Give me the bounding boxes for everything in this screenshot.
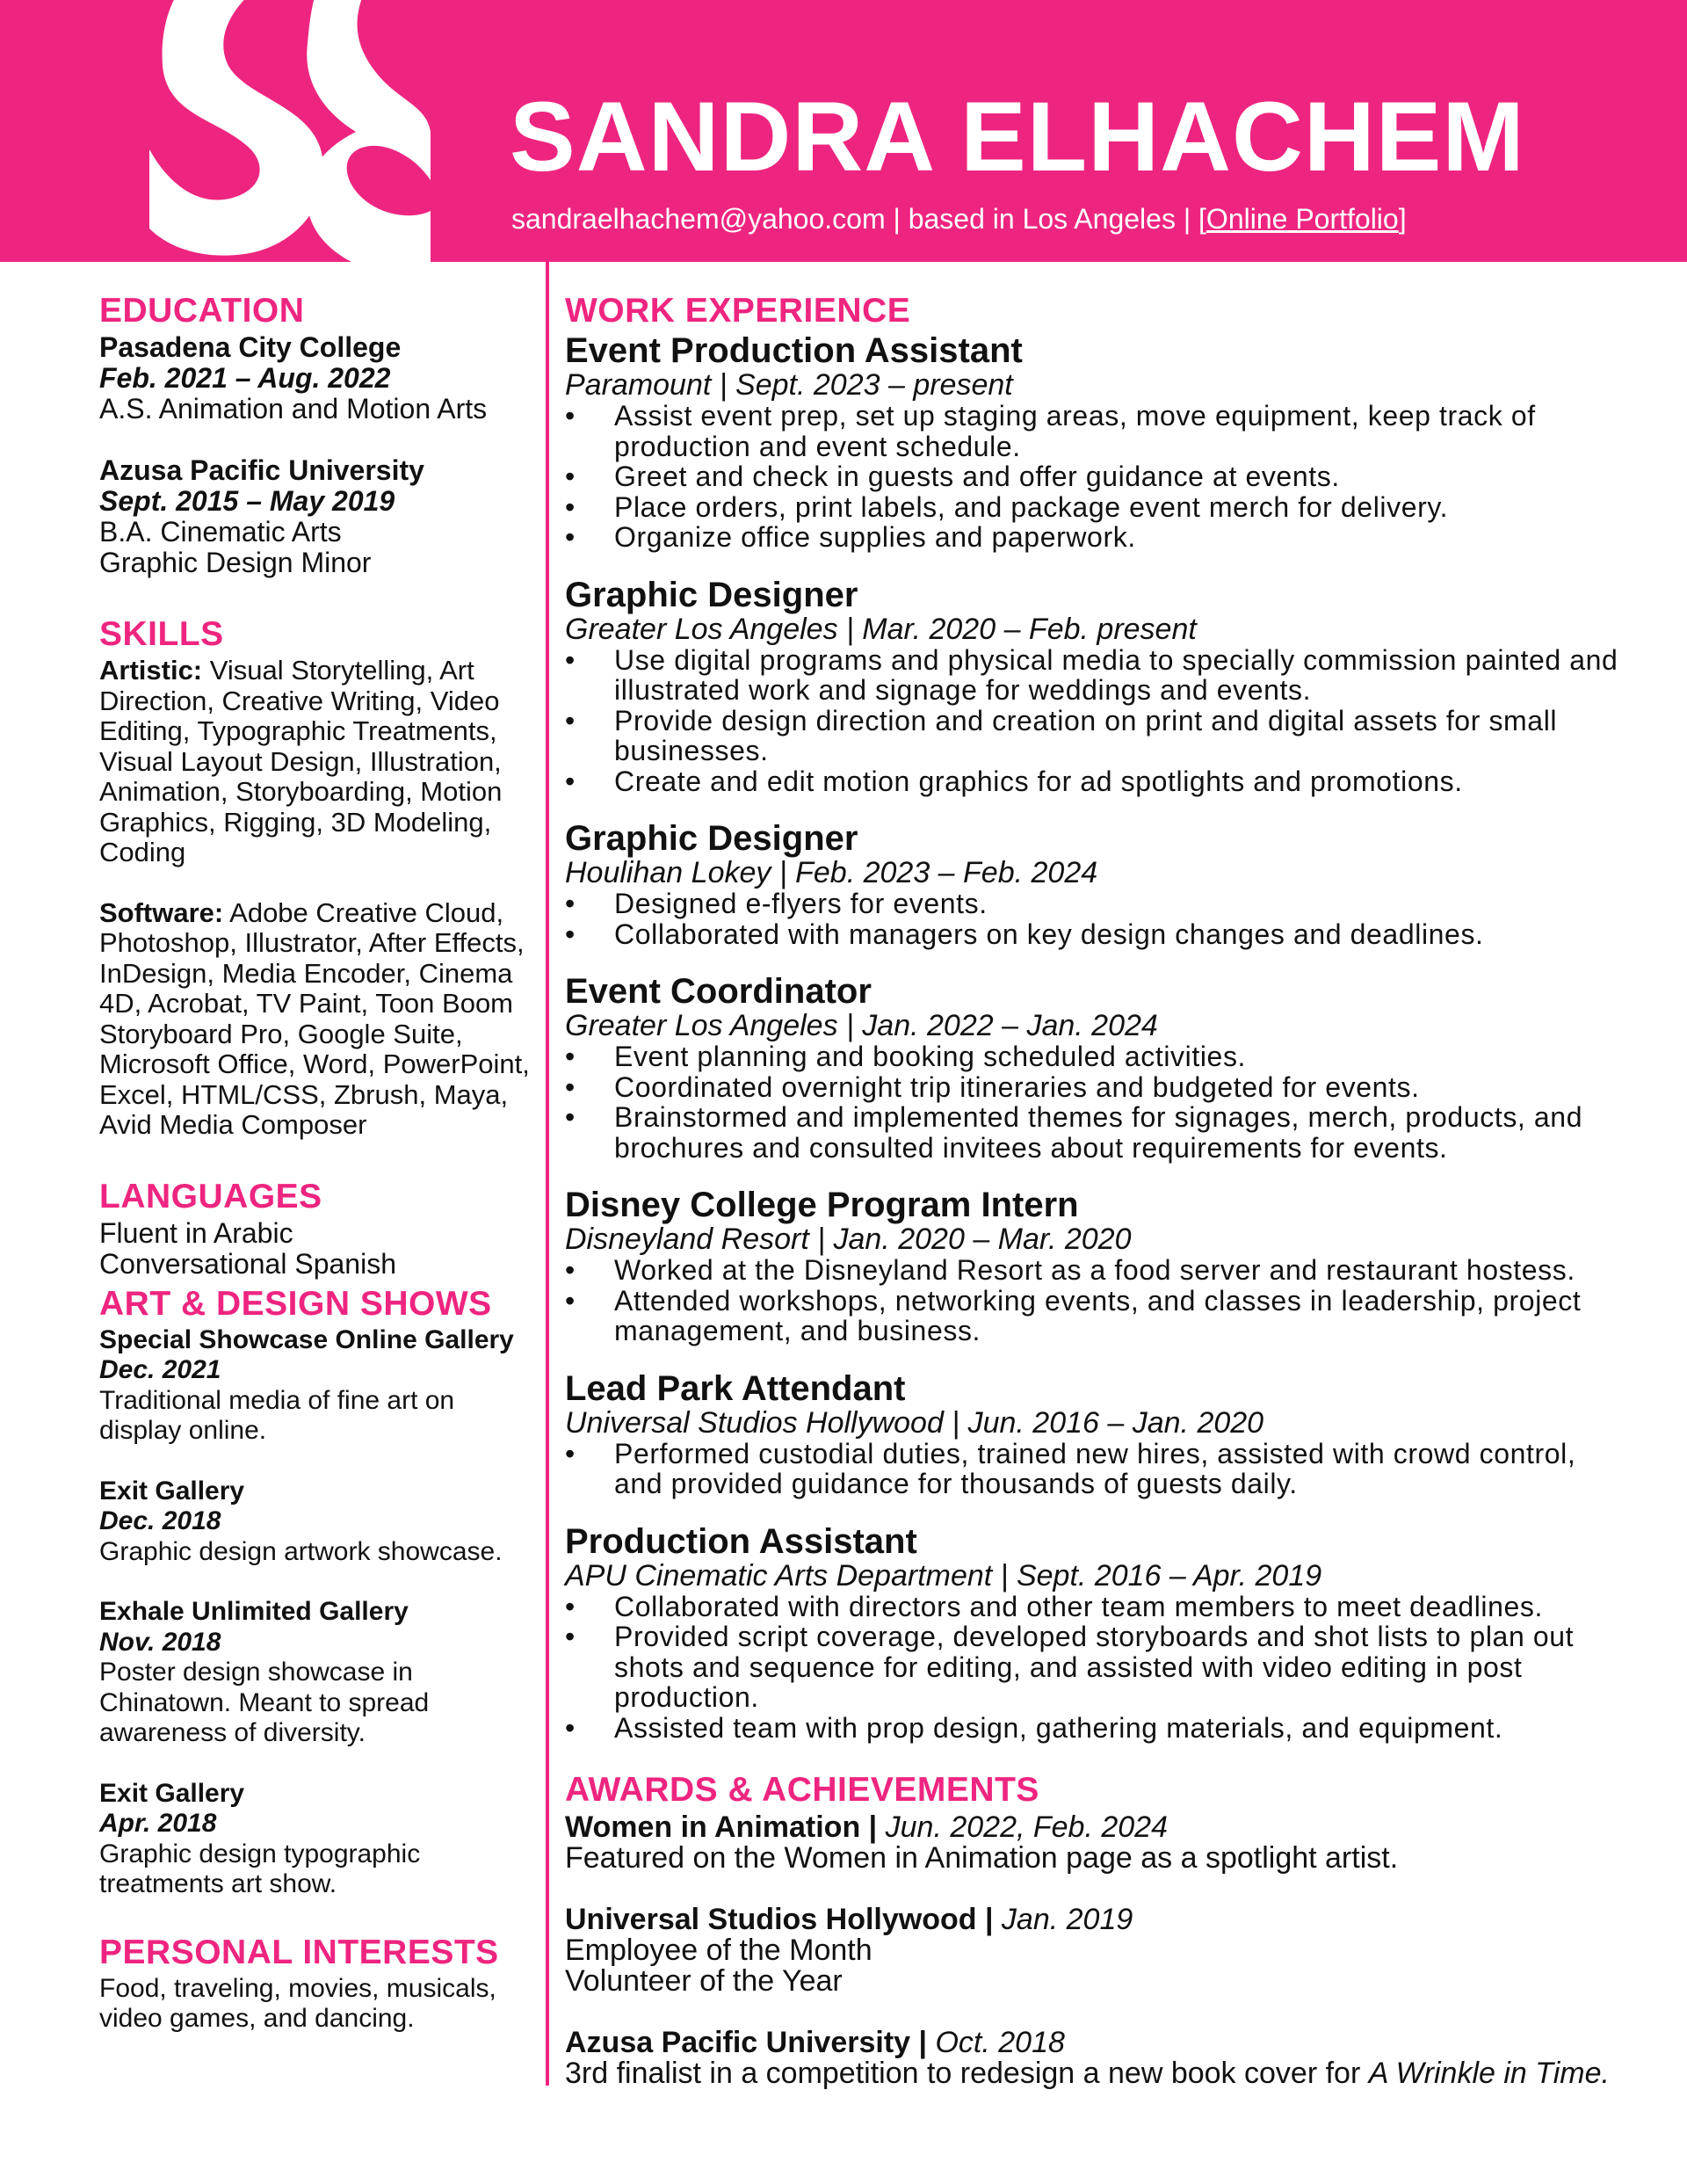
bullet-icon: • [565, 918, 576, 950]
job-entry [565, 820, 1619, 949]
left-column [99, 290, 539, 2035]
job-title: Disney College Program Intern [565, 1186, 1079, 1224]
job-title: Graphic Designer [565, 575, 858, 614]
artistic-list: Visual Storytelling, Art Direction, Creative Writing, Video Editing, Typographic Treatments, Visual Layout Design, Illustration, Animation, Storyboarding, Motion Graphics, Rigging, 3D Modeling, Coding [99, 655, 503, 867]
job-bullet: • Brainstormed and implemented themes for signages, merch, products, and brochures and consulted invitees about requirements for events. [565, 1101, 1583, 1164]
work-heading: WORK EXPERIENCE [565, 292, 911, 330]
school-name: Pasadena City College [99, 331, 402, 363]
right-column [565, 290, 1619, 2089]
shows-heading: ART & DESIGN SHOWS [99, 1284, 492, 1323]
job-bullet: • Assisted team with prop design, gathering materials, and equipment. [565, 1711, 1503, 1744]
degree: A.S. Animation and Motion Arts [99, 393, 488, 424]
job-title: Lead Park Attendant [565, 1368, 906, 1408]
bullet-icon: • [565, 461, 576, 492]
job-bullet: • Greet and check in guests and offer guidance at events. [565, 461, 1340, 492]
show-date: Dec. 2021 [99, 1355, 221, 1384]
job-meta: Universal Studios Hollywood | Jun. 2016 – Jan. 2020 [565, 1405, 1264, 1440]
show-desc: Graphic design typographic treatments art show. [99, 1839, 421, 1898]
bullet-icon: • [565, 1284, 576, 1317]
show-date: Dec. 2018 [99, 1506, 221, 1535]
book-title: A Wrinkle in Time. [1368, 2057, 1610, 2090]
minor: Graphic Design Minor [99, 547, 372, 578]
job-meta: Greater Los Angeles | Mar. 2020 – Feb. present [565, 612, 1197, 646]
job-entry [565, 1186, 1619, 1346]
job-meta: Paramount | Sept. 2023 – present [565, 368, 1013, 402]
job-bullet: • Provide design direction and creation on print and digital assets for small businesses. [565, 704, 1558, 766]
software-label: Software: [99, 896, 224, 928]
bullet-icon: • [565, 1070, 576, 1103]
location: based in Los Angeles [908, 203, 1176, 235]
job-title: Graphic Designer [565, 819, 858, 858]
job-entry [565, 973, 1619, 1163]
job-title: Event Coordinator [565, 972, 872, 1011]
job-bullet: • Worked at the Disneyland Resort as a food server and restaurant hostess. [565, 1254, 1575, 1286]
award-desc: Employee of the Month [565, 1934, 872, 1967]
job-bullet: • Collaborated with directors and other team members to meet deadlines. [565, 1590, 1544, 1622]
portfolio-bracket-open: [ [1198, 203, 1206, 235]
portfolio-bracket-close: ] [1398, 203, 1407, 235]
bullet-icon: • [565, 1590, 576, 1622]
bullet-icon: • [565, 1711, 576, 1744]
job-entry [565, 332, 1619, 553]
job-bullet: • Designed e-flyers for events. [565, 888, 988, 919]
job-entry [565, 1523, 1619, 1744]
bullet-icon: • [565, 1437, 576, 1469]
show-desc: Traditional media of fine art on display online. [99, 1385, 455, 1445]
interests-text: Food, traveling, movies, musicals, video games, and dancing. [99, 1973, 496, 2033]
job-meta: Houlihan Lokey | Feb. 2023 – Feb. 2024 [565, 856, 1098, 889]
job-title: Event Production Assistant [565, 331, 1023, 370]
software-skills [99, 898, 539, 1141]
artistic-skills [99, 656, 539, 868]
show-name: Special Showcase Online Gallery [99, 1324, 514, 1354]
award-heading: Women in Animation | Jun. 2022, Feb. 2024 [565, 1810, 1168, 1844]
bullet-icon: • [565, 1621, 576, 1652]
degree: B.A. Cinematic Arts [99, 516, 342, 548]
job-bullet: • Assist event prep, set up staging areas, move equipment, keep track of production and event schedule. [565, 400, 1536, 462]
job-bullet: • Attended workshops, networking events, and classes in leadership, project management, and business. [565, 1284, 1582, 1346]
show-desc: Poster design showcase in Chinatown. Meant to spread awareness of diversity. [99, 1658, 430, 1747]
bullet-icon: • [565, 704, 576, 736]
job-bullet: • Performed custodial duties, trained new hires, assisted with crowd control, and provided guidance for thousands of guests daily. [565, 1437, 1576, 1499]
software-list: Adobe Creative Cloud, Photoshop, Illustrator, After Effects, InDesign, Media Encoder, Cinema 4D, Acrobat, TV Paint, Toon Boom Storyboard Pro, Google Suite, Microsoft Office, Word, PowerPoint, Excel, HTML/CSS, Zbrush, Maya, Avid Media Composer [99, 896, 530, 1140]
online-portfolio-link[interactable]: Online Portfolio [1206, 203, 1399, 235]
languages-heading: LANGUAGES [99, 1177, 322, 1215]
bullet-icon: • [565, 521, 576, 553]
job-meta: Greater Los Angeles | Jan. 2022 – Jan. 2024 [565, 1009, 1158, 1042]
artistic-label: Artistic: [99, 655, 203, 686]
bullet-icon: • [565, 1041, 576, 1072]
language-item: Conversational Spanish [99, 1247, 396, 1280]
job-meta: APU Cinematic Arts Department | Sept. 2016 – Apr. 2019 [565, 1558, 1322, 1593]
show-name: Exit Gallery [99, 1778, 245, 1808]
column-divider [546, 262, 549, 2086]
job-meta: Disneyland Resort | Jan. 2020 – Mar. 2020 [565, 1223, 1132, 1256]
award-desc: Volunteer of the Year [565, 1964, 843, 1998]
bullet-icon: • [565, 765, 576, 797]
education-heading: EDUCATION [99, 292, 305, 330]
award-desc: 3rd finalist in a competition to redesign a new book cover for A Wrinkle in Time. [565, 2057, 1610, 2090]
bullet-icon: • [565, 1254, 576, 1286]
award-desc: Featured on the Women in Animation page as a spotlight artist. [565, 1841, 1399, 1875]
bullet-icon: • [565, 888, 576, 919]
job-bullet: • Collaborated with managers on key design changes and deadlines. [565, 918, 1484, 950]
job-title: Production Assistant [565, 1521, 917, 1561]
job-bullet: • Provided script coverage, developed storyboards and shot lists to plan out shots and sequence for editing, and assisted with video editing in post production. [565, 1621, 1575, 1713]
show-name: Exit Gallery [99, 1476, 245, 1506]
job-entry [565, 577, 1619, 797]
job-bullet: • Coordinated overnight trip itineraries and budgeted for events. [565, 1070, 1420, 1103]
school-dates: Sept. 2015 – May 2019 [99, 485, 395, 517]
show-name: Exhale Unlimited Gallery [99, 1597, 409, 1626]
language-item: Fluent in Arabic [99, 1216, 293, 1249]
school-name: Azusa Pacific University [99, 454, 424, 486]
bullet-icon: • [565, 490, 576, 523]
job-bullet: • Place orders, print labels, and package event merch for delivery. [565, 490, 1449, 523]
job-bullet: • Create and edit motion graphics for ad spotlights and promotions. [565, 765, 1463, 797]
show-date: Nov. 2018 [99, 1627, 221, 1657]
school-dates: Feb. 2021 – Aug. 2022 [99, 362, 391, 394]
contact-separator: | [1175, 203, 1199, 235]
contact-separator: | [885, 203, 909, 235]
monogram-logo [132, 0, 431, 262]
contact-line [511, 205, 1407, 233]
skills-heading: SKILLS [99, 615, 224, 653]
show-desc: Graphic design artwork showcase. [99, 1536, 503, 1566]
email[interactable]: sandraelhachem@yahoo.com [511, 203, 886, 235]
header-banner [0, 0, 1687, 262]
job-bullet: • Event planning and booking scheduled activities. [565, 1041, 1247, 1072]
bullet-icon: • [565, 1101, 576, 1133]
bullet-icon: • [565, 400, 576, 432]
candidate-name: SANDRA ELHACHEM [510, 82, 1525, 192]
bullet-icon: • [565, 643, 576, 676]
job-bullet: • Use digital programs and physical media to specially commission painted and illustrated work and signage for weddings and events. [565, 643, 1618, 706]
show-date: Apr. 2018 [99, 1809, 217, 1838]
interests-heading: PERSONAL INTERESTS [99, 1933, 499, 1971]
job-bullet: • Organize office supplies and paperwork. [565, 521, 1136, 553]
awards-heading: AWARDS & ACHIEVEMENTS [565, 1771, 1039, 1809]
award-heading: Azusa Pacific University | Oct. 2018 [565, 2026, 1065, 2059]
award-heading: Universal Studios Hollywood | Jan. 2019 [565, 1903, 1133, 1936]
job-entry [565, 1370, 1619, 1499]
